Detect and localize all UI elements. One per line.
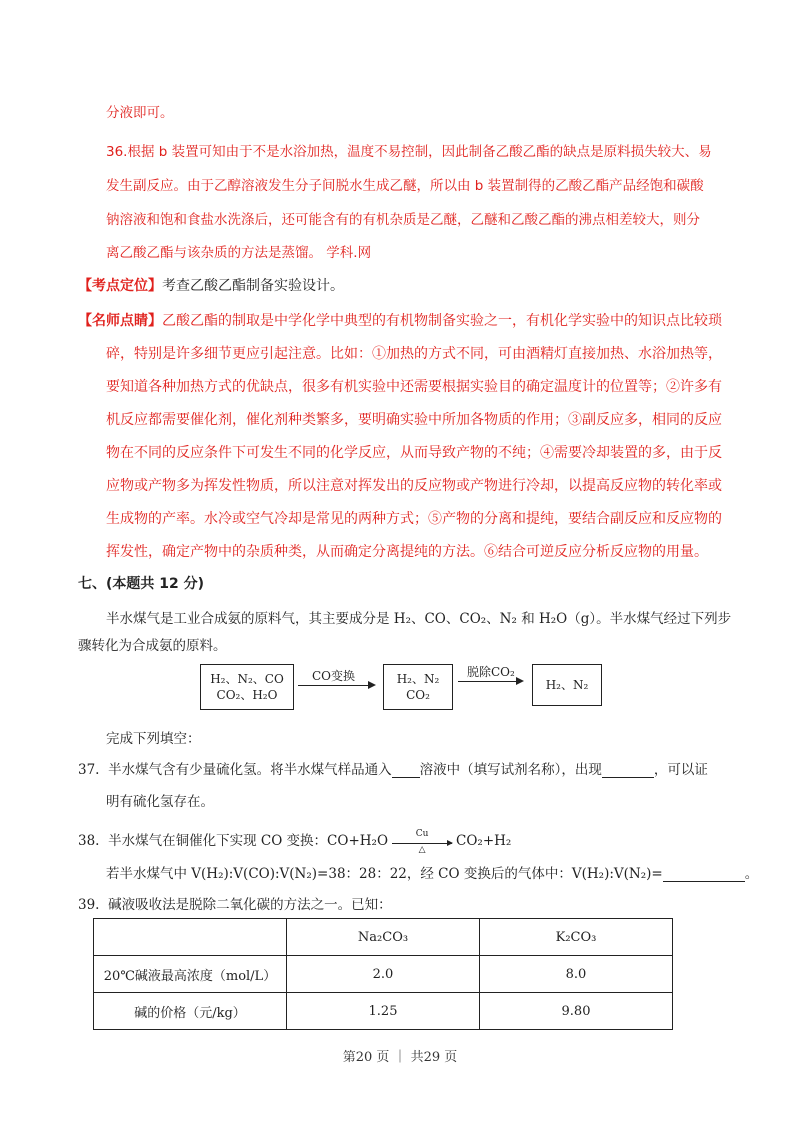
page-footer: 第20 页 ｜ 共29 页 bbox=[342, 1050, 458, 1065]
section-intro: 半水煤气是工业合成氨的原料气，其主要成分是 H₂、CO、CO₂、N₂ 和 H₂O（g）。半水煤气经过下列步 bbox=[106, 611, 732, 627]
table-cell: 1.25 bbox=[287, 993, 480, 1030]
table-header-cell: Na₂CO₃ bbox=[287, 919, 480, 956]
answer-line: 发生副反应。由于乙醇溶液发生分子间脱水生成乙醚，所以由 b 装置制得的乙酸乙酯产品经饱和碳酸 bbox=[106, 178, 704, 194]
question-39 bbox=[78, 893, 392, 913]
teacher-tip-line: 物在不同的反应条件下可发生不同的化学反应，从而导致产物的不纯；④需要冷却装置的多，由于反 bbox=[106, 445, 722, 461]
question-37 bbox=[78, 758, 708, 778]
table-row bbox=[94, 956, 673, 993]
teacher-tip-line: 生成物的产率。水冷或空气冷却是常见的两种方式；⑤产物的分离和提纯，要结合副反应和反应物的 bbox=[106, 511, 722, 527]
reaction-catalyst: Cu bbox=[415, 828, 429, 839]
exam-point bbox=[78, 275, 344, 295]
question-text: CO₂+H₂ bbox=[456, 833, 512, 849]
exam-point-tag: 【考点定位】 bbox=[78, 278, 162, 294]
alkali-table bbox=[93, 918, 673, 1030]
question-text: 半水煤气在铜催化下实现 CO 变换：CO+H₂O bbox=[108, 833, 389, 849]
answer-line: 钠溶液和饱和食盐水洗涤后，还可能含有的有机杂质是乙醚，乙醚和乙酸乙酯的沸点相差较大，则分 bbox=[106, 212, 700, 228]
flow-box-text: H₂、N₂、CO bbox=[210, 672, 284, 686]
table-cell: 9.80 bbox=[480, 993, 673, 1030]
table-cell: 碱的价格（元/kg） bbox=[94, 993, 287, 1030]
flow-box-raw-gas bbox=[200, 664, 294, 710]
table-row bbox=[94, 993, 673, 1030]
flow-box-text: H₂、N₂ bbox=[396, 672, 440, 686]
teacher-tip-text: 乙酸乙酯的制取是中学化学中典型的有机物制备实验之一，有机化学实验中的知识点比较琐 bbox=[162, 313, 722, 329]
question-text: 。 bbox=[744, 866, 759, 882]
answer-blank[interactable] bbox=[663, 881, 745, 882]
table-cell: 20℃碱液最高浓度（mol/L） bbox=[94, 956, 287, 993]
section-heading: 七、(本题共 12 分) bbox=[78, 576, 205, 592]
fill-prompt: 完成下列填空： bbox=[106, 731, 201, 747]
flow-arrow bbox=[298, 685, 374, 686]
flow-box-text: CO₂ bbox=[406, 688, 430, 702]
table-cell: 2.0 bbox=[287, 956, 480, 993]
question-38-line2 bbox=[106, 862, 758, 882]
teacher-tip-line: 要知道各种加热方式的优缺点，很多有机实验中还需要根据实验目的确定温度计的位置等；②许多有 bbox=[106, 379, 722, 395]
question-text: 溶液中（填写试剂名称），出现 bbox=[419, 762, 602, 778]
flow-box-shifted-gas bbox=[383, 664, 453, 710]
question-number: 38. bbox=[78, 833, 100, 849]
section-intro: 骤转化为合成氨的原料。 bbox=[78, 638, 227, 654]
teacher-tip-line: 碎，特别是许多细节更应引起注意。比如：①加热的方式不同，可由酒精灯直接加热、水浴加热等， bbox=[106, 346, 722, 362]
teacher-tip-line: 机反应都需要催化剂，催化剂种类繁多，要明确实验中所加各物质的作用；③副反应多，相同的反应 bbox=[106, 412, 722, 428]
question-text: 碱液吸收法是脱除二氧化碳的方法之一。已知： bbox=[108, 897, 392, 913]
question-38 bbox=[78, 828, 512, 855]
question-text: 半水煤气含有少量硫化氢。将半水煤气样品通入 bbox=[108, 762, 392, 778]
answer-line: 离乙酸乙酯与该杂质的方法是蒸馏。 学科.网 bbox=[106, 245, 372, 261]
reaction-heat: △ bbox=[418, 844, 426, 855]
answer-line: 分液即可。 bbox=[106, 105, 174, 121]
answer-blank[interactable] bbox=[602, 777, 654, 778]
exam-point-text: 考查乙酸乙酯制备实验设计。 bbox=[162, 278, 344, 294]
table-header-cell: K₂CO₃ bbox=[480, 919, 673, 956]
flow-box-text: H₂、N₂ bbox=[545, 678, 589, 692]
table-cell: 8.0 bbox=[480, 956, 673, 993]
teacher-tip-line: 应物或产物多为挥发性物质，所以注意对挥发出的反应物或产物进行冷却，以提高反应物的转化率或 bbox=[106, 478, 722, 494]
question-text: 若半水煤气中 V(H₂):V(CO):V(N₂)=38：28：22，经 CO 变换后的气体中：V(H₂):V(N₂)= bbox=[106, 866, 663, 882]
flow-arrow bbox=[458, 681, 522, 682]
flow-box-text: CO₂、H₂O bbox=[216, 688, 278, 702]
question-number: 39. bbox=[78, 897, 100, 913]
question-text: ，可以证 bbox=[653, 762, 708, 778]
teacher-tip-line: 挥发性，确定产物中的杂质种类，从而确定分离提纯的方法。⑥结合可逆反应分析反应物的用量。 bbox=[106, 544, 708, 560]
teacher-tip-line bbox=[78, 310, 722, 330]
table-header-cell bbox=[94, 919, 287, 956]
answer-line: 36.根据 b 装置可知由于不是水浴加热，温度不易控制，因此制备乙酸乙酯的缺点是原料损失较大、易 bbox=[106, 144, 712, 160]
flow-arrow-label: CO变换 bbox=[312, 669, 356, 683]
answer-blank[interactable] bbox=[392, 777, 420, 778]
question-37-line2: 明有硫化氢存在。 bbox=[106, 794, 214, 810]
table-header-row bbox=[94, 919, 673, 956]
flow-box-final-gas bbox=[532, 664, 602, 706]
flow-arrow-label: 脱除CO₂ bbox=[467, 665, 515, 679]
question-number: 37. bbox=[78, 762, 100, 778]
teacher-tip-tag: 【名师点睛】 bbox=[78, 313, 162, 329]
reaction-arrow bbox=[392, 828, 452, 855]
